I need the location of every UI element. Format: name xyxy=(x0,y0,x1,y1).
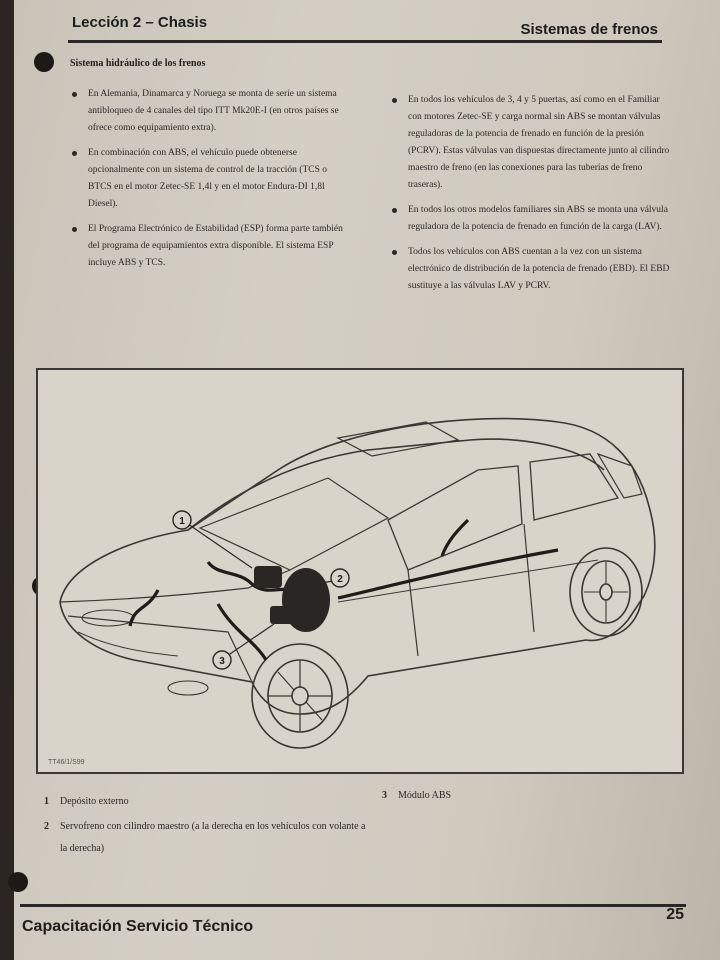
caption-item xyxy=(44,816,370,860)
bullet-item: Todos los vehículos con ABS cuentan a la vez con un sistema electrónico de distribución de la potencia de frenado (EBD). El EBD sustituye a las válvulas LAV y PCRV. xyxy=(380,244,670,295)
lesson-title: Lección 2 – Chasis xyxy=(72,14,208,31)
figure-reference: TT46/1/S99 xyxy=(48,759,85,766)
callout-label: 2 xyxy=(337,574,343,585)
bullet-item: En combinación con ABS, el vehículo puede obtenerse opcionalmente con un sistema de control de la tracción (TCS o BTCS en el motor Zetec-SE 1,4l y en el motor Endura-DI 1,8l Diesel). xyxy=(60,145,350,213)
abs-module xyxy=(270,606,296,624)
caption-text: Servofreno con cilindro maestro (a la derecha en los vehículos con volante a la derecha) xyxy=(60,821,366,854)
topic-title: Sistemas de frenos xyxy=(520,21,658,38)
caption-text: Módulo ABS xyxy=(398,790,452,801)
section-title: Sistema hidráulico de los frenos xyxy=(70,58,206,69)
binder-hole xyxy=(8,872,28,892)
bullet-item: El Programa Electrónico de Estabilidad (ESP) forma parte también del programa de equipamientos extra disponible. El sistema ESP incluye ABS y TCS. xyxy=(60,221,350,272)
left-column xyxy=(60,86,350,280)
caption-number: 1 xyxy=(44,796,49,807)
page-number: 25 xyxy=(666,906,684,923)
car-illustration xyxy=(38,370,682,772)
binder-hole xyxy=(34,52,54,72)
fluid-reservoir xyxy=(254,566,282,588)
bullet-item: En todos los otros modelos familiares sin ABS se monta una válvula reguladora de la potencia de frenado en función de la carga (LAV). xyxy=(380,202,670,236)
caption-item xyxy=(382,790,582,801)
caption-item xyxy=(44,796,344,807)
right-column xyxy=(380,92,670,303)
bullet-item: En Alemania, Dinamarca y Noruega se monta de serie un sistema antibloqueo de 4 canales del tipo ITT Mk20E-I (en otros países se ofrece como equipamiento extra). xyxy=(60,86,350,137)
caption-text: Depósito externo xyxy=(60,796,129,807)
callout-label: 1 xyxy=(179,516,185,527)
bullet-item: En todos los vehículos de 3, 4 y 5 puertas, así como en el Familiar con motores Zetec-SE y carga normal sin ABS se montan válvulas reguladoras de la potencia de frenado en función de la presión (PCRV). Estas válvulas van dispuestas directamente junto al cilindro maestro de freno (en las conexiones para las tuberías de freno traseras). xyxy=(380,92,670,194)
car-figure xyxy=(36,368,684,774)
footer-rule xyxy=(20,904,686,907)
footer-title: Capacitación Servicio Técnico xyxy=(22,918,254,935)
caption-number: 2 xyxy=(44,821,49,832)
header-rule xyxy=(68,40,662,43)
caption-number: 3 xyxy=(382,790,387,801)
callout-label: 3 xyxy=(219,656,225,667)
